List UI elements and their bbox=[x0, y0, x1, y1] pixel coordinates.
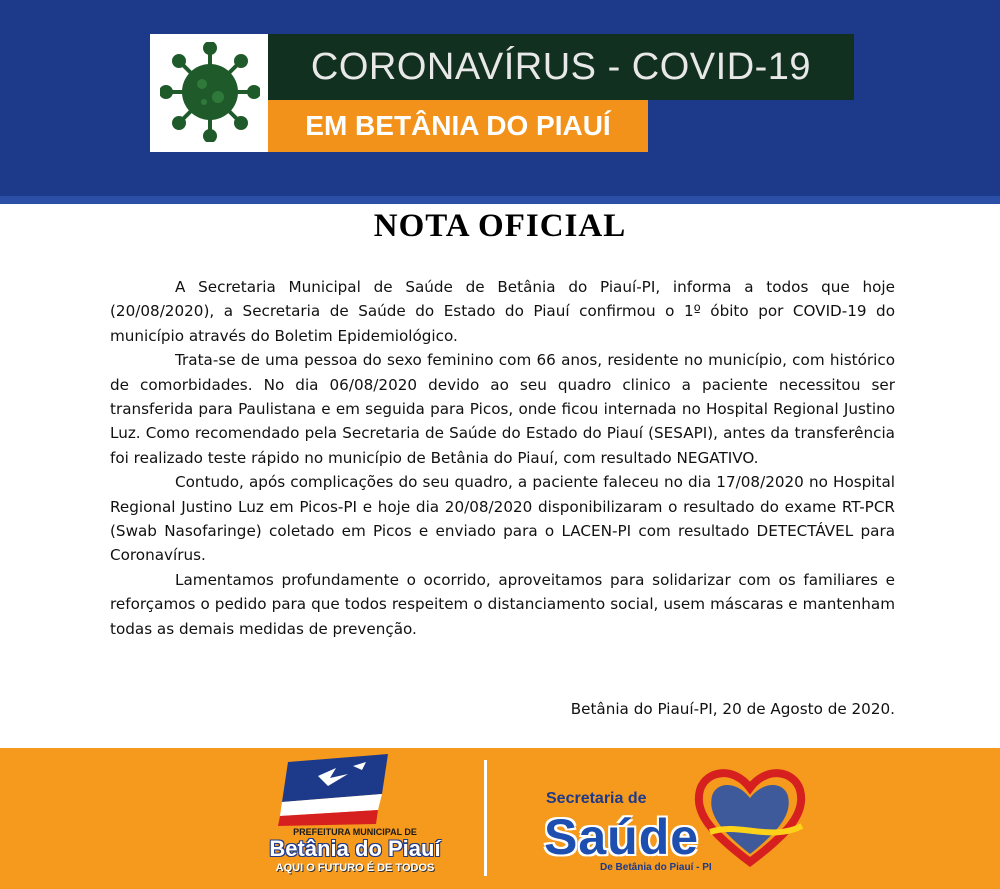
saude-city: De Betânia do Piauí - PI bbox=[600, 862, 712, 873]
paragraph: Trata-se de uma pessoa do sexo feminino com 66 anos, residente no município, com histórico de comorbidades. No dia 06/08/2020 devido ao seu quadro clinico a paciente necessitou ser transferida para Paulistana e em seguida para Picos, onde ficou internada no Hospital Regional Justino Luz. Como recomendado pela Secretaria de Saúde do Estado do Piauí (SESAPI), antes da transferência foi realizado teste rápido no município de Betânia do Piauí, com resultado NEGATIVO. bbox=[110, 351, 895, 467]
virus-icon-card bbox=[150, 34, 270, 152]
header-title: CORONAVÍRUS - COVID-19 bbox=[310, 46, 812, 88]
footer-divider bbox=[484, 760, 487, 876]
prefeitura-name: Betânia do Piauí bbox=[269, 836, 441, 861]
subtitle-bar bbox=[268, 100, 648, 152]
saude-logo bbox=[540, 758, 830, 883]
signoff-date: Betânia do Piauí-PI, 20 de Agosto de 2020. bbox=[570, 700, 895, 718]
header-subtitle: EM BETÂNIA DO PIAUÍ bbox=[305, 110, 611, 141]
document-title: NOTA OFICIAL bbox=[373, 208, 627, 244]
paragraph: Lamentamos profundamente o ocorrido, aproveitamos para solidarizar com os familiares e reforçamos o pedido para que todos respeitem o distanciamento social, usem máscaras e mantenham todas as demais medidas de prevenção. bbox=[110, 570, 895, 638]
header-banner bbox=[0, 0, 1000, 200]
prefeitura-logo bbox=[240, 752, 470, 884]
prefeitura-label: PREFEITURA MUNICIPAL DE bbox=[293, 827, 417, 837]
heart-icon bbox=[690, 762, 810, 872]
virus-icon bbox=[160, 42, 260, 142]
saude-prefix: Secretaria de bbox=[546, 790, 647, 807]
document-body bbox=[110, 275, 895, 641]
paragraph: Contudo, após complicações do seu quadro, a paciente faleceu no dia 17/08/2020 no Hospital Regional Justino Luz em Picos-PI e hoje dia 20/08/2020 disponibilizaram o resultado do exame RT-PCR (Swab Nasofaringe) coletado em Picos e enviado para o LACEN-PI com resultado DETECTÁVEL para Coronavírus. bbox=[110, 473, 895, 565]
footer-banner bbox=[0, 748, 1000, 889]
saude-word: Saúde bbox=[544, 809, 700, 865]
prefeitura-flag-icon bbox=[278, 754, 398, 826]
prefeitura-slogan: AQUI O FUTURO É DE TODOS bbox=[275, 862, 435, 874]
header-stripe bbox=[0, 196, 1000, 204]
paragraph: A Secretaria Municipal de Saúde de Betânia do Piauí-PI, informa a todos que hoje (20/08/2020), a Secretaria de Saúde do Estado do Piauí confirmou o 1º óbito por COVID-19 do município através do Boletim Epidemiológico. bbox=[110, 278, 895, 345]
title-bar bbox=[268, 34, 854, 100]
